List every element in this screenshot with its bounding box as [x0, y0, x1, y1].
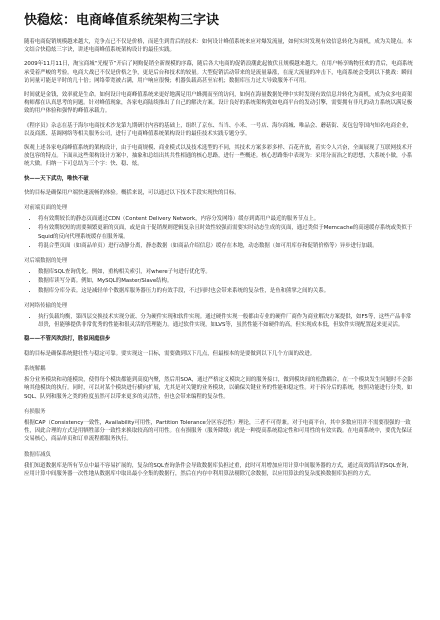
paragraph-magazine: 《程序员》杂志在基于海尔电商技术沙龙第九期研讨内容的基础上，组织了京东、当当、小米、一号店、海尔商城、唯品会、蘑菇街、麦包包等国内知名电商企业，以及商派、基调网络等相关服务公司，进行了电商峰值系统架构设计的最佳技术实践专题分享。: [24, 122, 413, 137]
stable-intro: 稳的目标是确保系统健壮性与稳定可靠。要实现这一目标，需要做到以下几点，但最根本的是要做到以下几个方面的改进。: [24, 350, 316, 357]
frontend-list: [24, 215, 416, 250]
stable-subheading-lossy-service: 有损服务: [24, 408, 46, 415]
list-item: • 将有效期较短的需要频繁更新的页面，或是由于促销规则逻辑复杂且时效性较强而需要实时动态生成的页面，通过类似于Memcache的高速缓存系统或类似于Squid的反向代理系统缓存在服务端。: [38, 224, 416, 240]
db-offload-paragraph: 我们知道数据库是所有节点中最不容易扩展的，复杂的SQL查询条件会导致数据库负担过重，此时可用增加应用计算中间服务器的方式，通过高效简洁的SQL查询，应用计算中间服务器一次性地从数据库中取出最小全集的数据行，然后在内存中利用算法剔除冗余数据，以应用算法的复杂度换数据库负担的方式。: [24, 462, 412, 477]
fast-intro: 快的目标是确保用户端快速流畅的体验。概括来说，可以通过以下技术手段实现快的目标。: [24, 189, 240, 196]
stable-subheading-db-offload: 数据库减负: [24, 451, 51, 458]
list-item: • 将混合型页面（如商品单页）进行动静分离，静态数据（如商品介绍信息）缓存在本地，动态数据（如可用库存和促销价格等）异步进行加载。: [38, 242, 416, 250]
article-title: 快稳炫：电商峰值系统架构三字诀: [24, 13, 220, 28]
lossy-service-paragraph: 根据CAP（Consistency一致性，Availability可用性，Partition Tolerance分区容忍性）理论，三者不可得兼。对于电商平台，其中多数应用并不需要很强的一致性，因此合理的方式是用牺牲部分一致性来换取较高的可用性。在有损服务（服务降级）就是一种提高系统稳定性和可用性的有效实践。在电商系统中，要优先保证交易核心，商品单页和订单流程都服务执行。: [24, 419, 413, 443]
list-item: • 执行负载均衡，第四层交换技术实现分流、分为硬件实现和软件实现。通过硬件实现一般都由专业的硬件厂商作为商业解决方案提供，如F5等，这些产品非常昂贵，但能够提供非常优秀的性能和很灵活的管理能力。通过软件实现，如LVS等，虽然性能不如硬件的高，但实现成本低，但软件实现配置起来更灵活。: [38, 313, 416, 329]
decoupling-paragraph: 拆分业务模块和功能模块，使得每个模块都能到高度内聚，然后用SOA，通过严格定义模块之间的服务接口，做到模块间的松散耦合。在一个模块发生问题时不会影响其他模块的执行。同时，可以对某个模块进行横向扩展，尤其是对关键的业务模块，以确保关键业务的性能和稳定性。对于拆分后的系统，按照功能进行分类，如SQL、队列和服务之类的粒度虽然可以带来更多的灵活性，但也会带来编程的复杂性。: [24, 377, 413, 400]
paragraph-time: 时间就是金钱，效率就是生命。如何设计电商峰值系统来更好地满足用户蜂拥而至的访问，如何在海量数据处理中实时发现有效信息并转化为商机，成为众多电商架构师都在认真思考的问题。针对峰值现象，各家电商陆续推出了自己的解决方案。设计良好的系统架构犹如电商平台的发动引擎，需要拥有非凡的动力系统以满足极致的用户体验和强悍的峰值承载力。: [24, 92, 413, 115]
backend-list: [24, 268, 416, 295]
list-item: • 数据库读写分离。例如，MySQL的Master/Slave结构。: [38, 277, 416, 285]
section-heading-stable: 稳——不管风吹浪打，胜似闲庭信步: [24, 336, 111, 343]
fast-subheading-network: 对网络传输的处理: [24, 302, 68, 309]
list-item: • 将有效期较长的静态页面通过CDN（Content Delivery Network，内容分发网络）缓存到离用户最近的服务节点上。: [38, 215, 416, 223]
stable-subheading-decoupling: 系统解耦: [24, 365, 46, 372]
paragraph-summary: 纵观上述各家电商峰值系统的架构设计，由于电商规模、商业模式以及技术选型的不同，其技术方案多彩多样、百花齐放，着实令人兴奋，全面展现了互联网技术开放包容的特点。下面从这些架构设计方案中，抽象和总结出其共性相通的核心思路，进行一些概述。核心思路集中表现为：采用分而治之的思想，大系统小做，小系统大做。归纳一下可总结为三个字：快、稳、炫。: [24, 145, 413, 168]
list-item: • 数据库SQL查询优化。例如，重构相关索引，对where子句进行优化等。: [38, 268, 416, 276]
paragraph-2009: 2009年11月11日，淘宝商城“光棍节”开启了网购促销全新规模的序幕，随后各大电商的促销浪潮此起彼伏且规模越来越大。在用户畅享购物狂欢的背后，电商系统承受着严峻的考验。电商大战已不仅是价格之争，更是后台和技术的较量。大型促销活动带来的是流量暴涨，在庞大流量的冲击下，电商系统会受到以下挑战：瞬间访问量可能是平时的几十倍；网络带宽被占满，用户响应很慢；机器负载高甚至宕机；数据库压力过大导致服务不可用。: [24, 61, 413, 84]
network-list: [24, 313, 416, 329]
fast-subheading-backend: 对后端数据的处理: [24, 258, 68, 265]
section-heading-fast: 快——天下武功，唯快不破: [24, 175, 89, 182]
intro-paragraph: 随着电商促销规模越来越大，竞争点已不仅是价格，而延生到背后的技术：如何设计峰值系统来应对爆发流量，如何实时发现有效信息转化为商机，成为关键点。本文结合快稳炫三字诀，讲述电商峰值系统架构设计的最佳实践。: [24, 39, 413, 54]
list-item: • 数据库分库分表。这是减轻单个数据库服务器压力的有效手段，不过同时也会带来系统的复杂性，是鱼和熊掌之间的关系。: [38, 287, 416, 295]
fast-subheading-frontend: 对前端页面的处理: [24, 205, 68, 212]
